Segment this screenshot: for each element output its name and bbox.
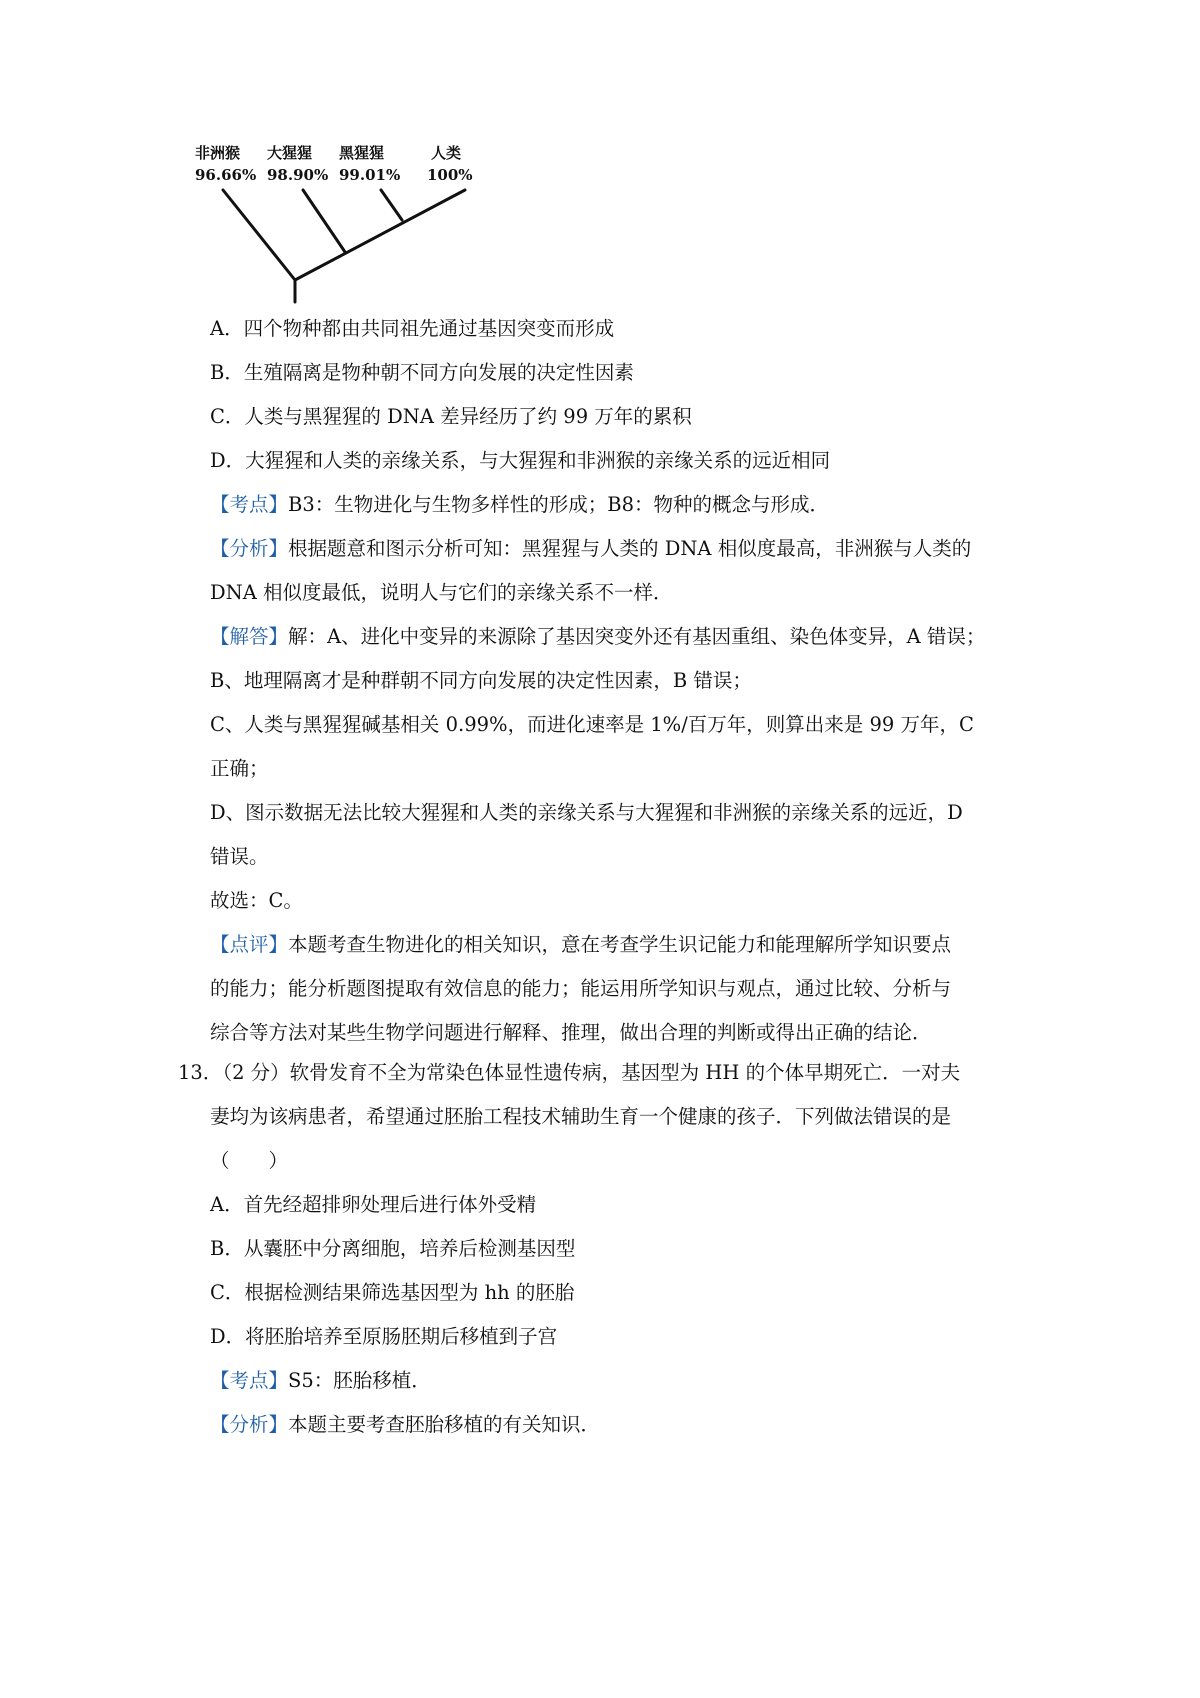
q12-jieda [210,622,985,652]
q13-kaodian-text: S5：胚胎移植． [288,1369,431,1392]
fenxi-tag: 【分析】 [210,537,289,560]
species-pct-chimpanzee: 99.01% [339,166,401,184]
q12-jieda-line-6: 错误。 [210,845,269,868]
species-label-gorilla: 大猩猩 [267,144,313,162]
q12-answer: 故选：C。 [210,889,303,912]
q12-jieda-line-5: D、图示数据无法比较大猩猩和人类的亲缘关系与大猩猩和非洲猴的亲缘关系的远近，D [210,801,963,824]
q13-option-b: B．从囊胚中分离细胞，培养后检测基因型 [210,1237,576,1260]
q12-jieda-line-3: C、人类与黑猩猩碱基相关 0.99%，而进化速率是 1%/百万年，则算出来是 99 万年，C [210,713,974,736]
q12-jieda-line-2: B、地理隔离才是种群朝不同方向发展的决定性因素，B 错误； [210,669,752,692]
q13-kaodian-tag: 【考点】 [210,1369,289,1392]
q13-stem-line-2: 妻均为该病患者，希望通过胚胎工程技术辅助生育一个健康的孩子．下列做法错误的是 [210,1105,952,1128]
q13-stem-line-3: （ ） [210,1149,289,1172]
phylogenetic-tree-diagram [195,140,525,330]
q12-dianping-line-2: 的能力；能分析题图提取有效信息的能力；能运用所学知识与观点，通过比较、分析与 [210,977,952,1000]
q13-kaodian [210,1366,431,1396]
branch-main [295,190,465,280]
branch-gorilla [303,190,345,252]
species-label-human: 人类 [431,144,462,162]
q12-option-a: A．四个物种都由共同祖先通过基因突变而形成 [210,317,615,340]
q12-kaodian [210,490,829,520]
q13-fenxi [210,1410,600,1440]
species-label-chimpanzee: 黑猩猩 [339,144,385,162]
branch-african-monkey [223,190,295,280]
species-label-african-monkey: 非洲猴 [195,144,241,162]
species-pct-human: 100% [427,166,473,184]
q13-option-c: C．根据检测结果筛选基因型为 hh 的胚胎 [210,1281,575,1304]
q13-stem-line-1: 13．（2 分）软骨发育不全为常染色体显性遗传病，基因型为 HH 的个体早期死亡．一对夫 [178,1061,961,1084]
q13-fenxi-tag: 【分析】 [210,1413,289,1436]
kaodian-text: B3：生物进化与生物多样性的形成；B8：物种的概念与形成． [288,493,829,516]
q13-option-d: D．将胚胎培养至原肠胚期后移植到子宫 [210,1325,558,1348]
branch-chimpanzee [381,190,402,220]
q12-dianping-line-3: 综合等方法对某些生物学问题进行解释、推理，做出合理的判断或得出正确的结论． [210,1021,932,1044]
q12-option-b: B．生殖隔离是物种朝不同方向发展的决定性因素 [210,361,634,384]
q13-fenxi-text: 本题主要考查胚胎移植的有关知识． [288,1413,601,1436]
q12-fenxi [210,534,971,564]
q12-jieda-line-4: 正确； [210,757,269,780]
q13-option-a: A．首先经超排卵处理后进行体外受精 [210,1193,537,1216]
fenxi-text-1: 根据题意和图示分析可知：黑猩猩与人类的 DNA 相似度最高，非洲猴与人类的 [288,537,972,560]
q12-option-c: C．人类与黑猩猩的 DNA 差异经历了约 99 万年的累积 [210,405,692,428]
q12-dianping [210,930,951,960]
kaodian-tag: 【考点】 [210,493,289,516]
species-pct-african-monkey: 96.66% [195,166,257,184]
dianping-text-1: 本题考查生物进化的相关知识，意在考查学生识记能力和能理解所学知识要点 [288,933,952,956]
jieda-text-1: 解：A、进化中变异的来源除了基因突变外还有基因重组、染色体变异，A 错误； [288,625,986,648]
jieda-tag: 【解答】 [210,625,289,648]
dianping-tag: 【点评】 [210,933,289,956]
q12-fenxi-line-2: DNA 相似度最低，说明人与它们的亲缘关系不一样． [210,581,673,604]
species-pct-gorilla: 98.90% [267,166,329,184]
q12-option-d: D．大猩猩和人类的亲缘关系，与大猩猩和非洲猴的亲缘关系的远近相同 [210,449,831,472]
